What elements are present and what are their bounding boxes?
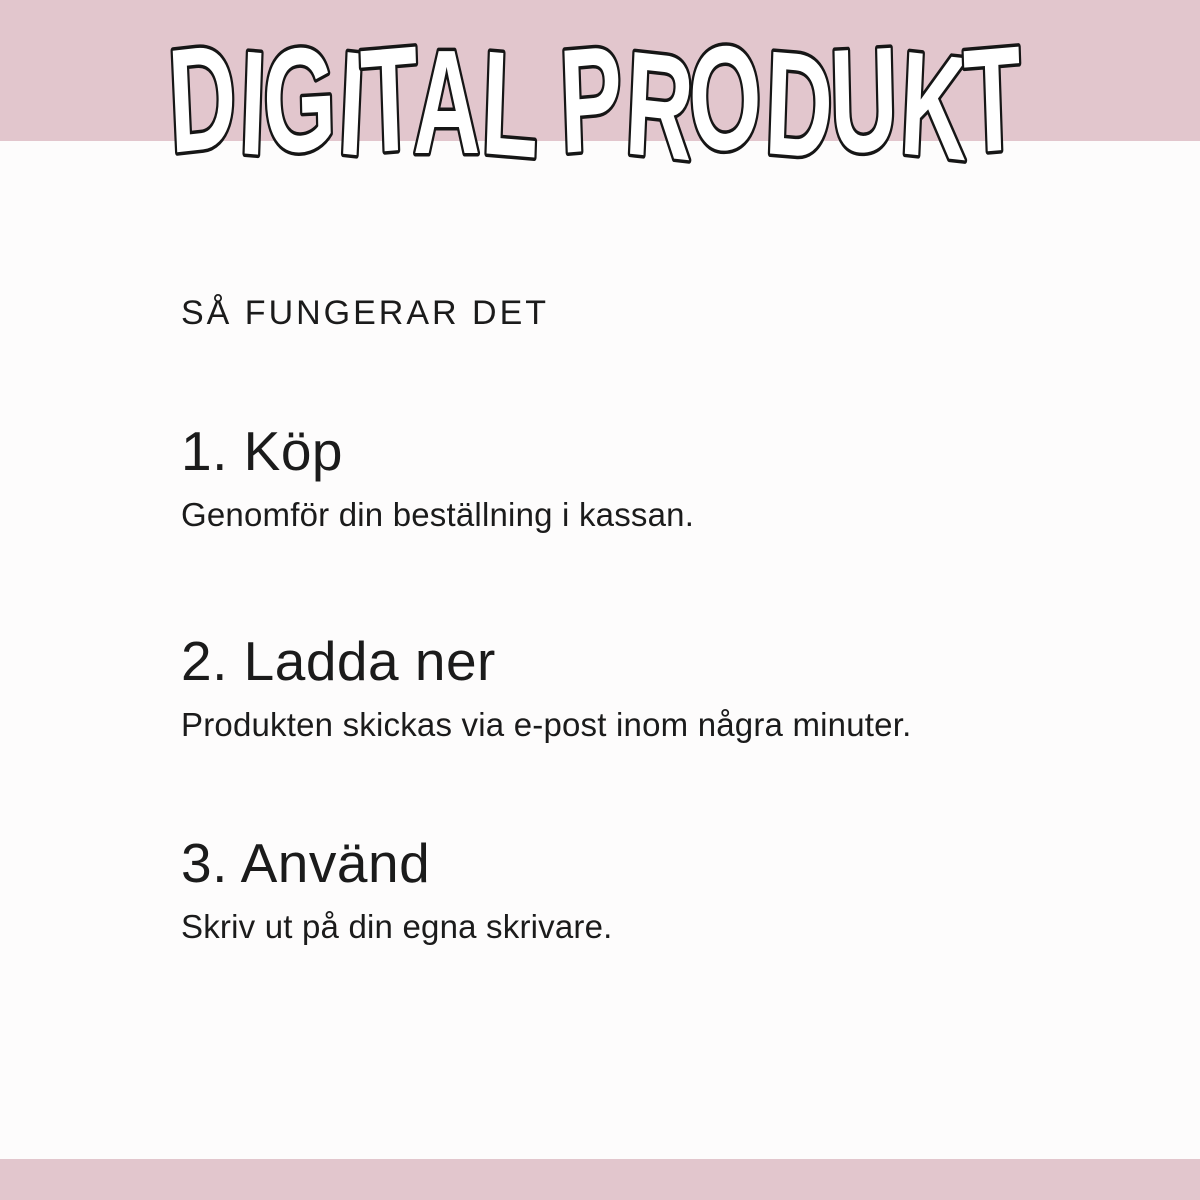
footer-band xyxy=(0,1159,1200,1200)
step-2-heading: 2. Ladda ner xyxy=(181,629,496,692)
step-1-description: Genomför din beställning i kassan. xyxy=(181,495,695,533)
step-1 xyxy=(181,417,1140,535)
step-1-heading: 1. Köp xyxy=(181,419,344,482)
step-2 xyxy=(181,627,1140,745)
page-title: DIGITAL PRODUKT xyxy=(161,12,1058,193)
intro-heading: SÅ FUNGERAR DET xyxy=(181,294,550,332)
content-area xyxy=(0,141,1200,947)
step-3-description: Skriv ut på din egna skrivare. xyxy=(181,907,613,945)
step-3 xyxy=(181,829,1140,947)
step-2-description: Produkten skickas via e-post inom några minuter. xyxy=(181,705,912,743)
step-3-heading: 3. Använd xyxy=(181,831,431,894)
